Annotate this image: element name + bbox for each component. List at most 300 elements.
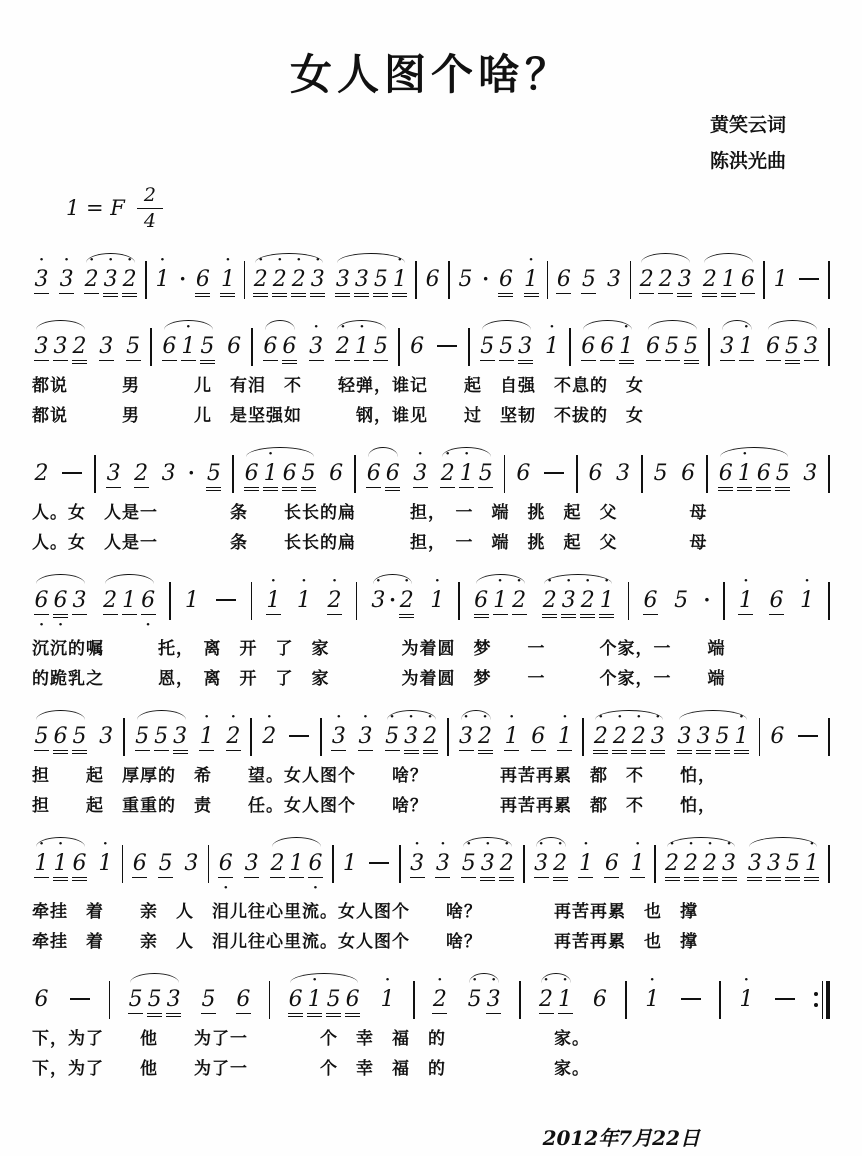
- note-digit: 3: [650, 723, 665, 749]
- high-octave-dot: •: [743, 574, 748, 587]
- note: [738, 257, 757, 301]
- barline: [415, 261, 417, 299]
- note: [397, 574, 416, 622]
- note: [242, 451, 261, 495]
- barline: [356, 582, 358, 620]
- beam-lines: [604, 877, 619, 885]
- thin-barline: [822, 981, 824, 1019]
- barline: [719, 981, 721, 1019]
- high-octave-dot: •: [464, 448, 469, 461]
- beam-lines: [681, 487, 696, 495]
- note-digit: 2: [684, 850, 699, 876]
- note: [497, 837, 516, 885]
- note-digit: 3: [435, 850, 450, 876]
- beam-lines: [478, 750, 493, 758]
- note: [457, 448, 476, 495]
- note-digit: 1: [544, 334, 559, 360]
- note-digit: 3: [173, 723, 188, 749]
- beam-lines: [645, 1013, 660, 1021]
- note: [333, 257, 352, 301]
- slur-group: [700, 257, 757, 301]
- barline: [828, 328, 830, 366]
- note: [270, 254, 289, 301]
- note-digit: 6: [770, 723, 785, 749]
- beam-lines: [432, 1013, 447, 1021]
- high-octave-dot: •: [708, 837, 712, 850]
- note: [126, 977, 145, 1021]
- note: [672, 578, 691, 622]
- note-digit: 3: [486, 986, 501, 1012]
- beam-lines: [366, 487, 381, 495]
- note: [340, 841, 359, 885]
- beam-lines: [199, 750, 214, 758]
- barline: [828, 718, 830, 756]
- note-digit: 6: [366, 461, 381, 487]
- beam-lines: [425, 293, 440, 301]
- high-octave-dot: •: [268, 448, 273, 461]
- high-octave-dot: •: [277, 254, 282, 267]
- barline: [828, 455, 830, 493]
- barline: [208, 845, 210, 883]
- beam-lines: [410, 360, 425, 368]
- note-digit: 1: [738, 587, 753, 613]
- note-digit: 5: [785, 334, 800, 360]
- note-digit: 3: [72, 587, 87, 613]
- note-digit: 1: [266, 587, 281, 613]
- beam-lines: [195, 293, 210, 301]
- beam-lines: [380, 1013, 395, 1021]
- note: [459, 837, 478, 885]
- slur-group: [126, 977, 183, 1021]
- high-octave-dot: •: [103, 837, 108, 850]
- note: [701, 837, 720, 885]
- beam-lines: [103, 614, 118, 622]
- barline: [519, 981, 521, 1019]
- beam-lines: [200, 360, 215, 368]
- note-digit: 5: [461, 850, 476, 876]
- beam-lines: [606, 293, 621, 301]
- note-digit: 3: [184, 850, 199, 876]
- note-digit: 3: [803, 461, 818, 487]
- note-digit: 6: [162, 334, 177, 360]
- note-digit: 6: [740, 267, 755, 293]
- note: [152, 714, 171, 758]
- beam-lines: [309, 360, 324, 368]
- slur-group: [333, 254, 409, 301]
- lyric-line: 担 起 厚厚的 希 望。女人图个 啥？ 再苦再累 都 不 怕，: [32, 765, 716, 785]
- beam-lines: [785, 877, 800, 885]
- beam-lines: [612, 750, 627, 758]
- note: [732, 710, 751, 758]
- note: [216, 841, 235, 894]
- note-digit: 2: [270, 850, 285, 876]
- note: [182, 578, 201, 622]
- note-digit: 2: [72, 334, 87, 360]
- time-signature: [137, 183, 163, 232]
- music-system-1: [32, 254, 830, 301]
- note: [783, 324, 802, 368]
- slur-group: [364, 451, 402, 495]
- note: [510, 574, 529, 622]
- augmentation-dot: ·: [187, 460, 195, 486]
- beam-lines: [385, 487, 400, 495]
- note: [261, 324, 280, 368]
- note-digit: 6: [141, 587, 156, 613]
- note-digit: 1: [739, 986, 754, 1012]
- note-digit: 3: [561, 587, 576, 613]
- barline: [232, 455, 234, 493]
- beam-lines: [99, 750, 114, 758]
- barline: [399, 845, 401, 883]
- note-digit: 2: [703, 850, 718, 876]
- beam-lines: [335, 360, 350, 368]
- note-digit: 5: [326, 986, 341, 1012]
- note-digit: 1: [289, 850, 304, 876]
- high-octave-dot: •: [428, 710, 432, 723]
- note: [457, 710, 476, 758]
- note: [651, 451, 670, 495]
- note: [516, 324, 535, 368]
- slur-group: [540, 574, 616, 622]
- beam-lines: [459, 750, 474, 758]
- barline: [320, 718, 322, 756]
- note: [456, 257, 475, 301]
- note-digit: 5: [467, 986, 482, 1012]
- high-octave-dot: •: [58, 837, 63, 850]
- slur-group: [251, 254, 327, 301]
- duration-dash: [369, 862, 389, 864]
- slur-group: [32, 837, 89, 885]
- note: [798, 574, 817, 622]
- beam-lines: [561, 614, 576, 622]
- note-digit: 3: [166, 986, 181, 1012]
- note: [251, 254, 270, 301]
- beam-lines: [98, 877, 113, 885]
- beam-lines: [504, 750, 519, 758]
- note: [264, 574, 283, 622]
- slur-group: [637, 257, 694, 301]
- beam-lines: [658, 293, 673, 301]
- note-digit: 3: [534, 850, 549, 876]
- note: [369, 574, 388, 622]
- note: [764, 324, 783, 368]
- note: [204, 451, 223, 495]
- note-digit: 1: [354, 334, 369, 360]
- note-digit: 1: [98, 850, 113, 876]
- slur-group: [459, 837, 516, 885]
- beam-lines: [498, 293, 513, 301]
- note: [179, 321, 198, 368]
- note: [478, 324, 497, 368]
- note: [225, 324, 244, 368]
- note-digit: 3: [459, 723, 473, 749]
- note-digit: 2: [478, 723, 492, 749]
- beam-lines: [703, 877, 718, 885]
- music-line: [32, 973, 830, 1021]
- high-octave-dot: •: [617, 710, 622, 723]
- note-digit: 2: [593, 723, 608, 749]
- beam-lines: [785, 360, 800, 368]
- note-digit: 5: [147, 986, 162, 1012]
- note-digit: 1: [524, 267, 538, 293]
- beam-lines: [53, 750, 68, 758]
- beam-lines: [34, 487, 49, 495]
- beam-lines: [301, 487, 316, 495]
- slur-group: [242, 448, 318, 495]
- barline: [354, 455, 356, 493]
- note-digit: 3: [103, 267, 118, 293]
- note-digit: 3: [606, 267, 621, 293]
- beam-lines: [220, 293, 235, 301]
- beam-lines: [775, 487, 790, 495]
- beam-lines: [410, 877, 425, 885]
- beam-lines: [493, 614, 508, 622]
- note-digit: 1: [459, 461, 474, 487]
- note: [768, 714, 787, 758]
- high-octave-dot: •: [204, 710, 209, 723]
- note-digit: 6: [604, 850, 619, 876]
- note-digit: 5: [373, 334, 388, 360]
- music-system-4: [32, 574, 830, 691]
- note-digit: 5: [72, 723, 87, 749]
- slur-group: [32, 578, 89, 631]
- beam-lines: [155, 293, 170, 301]
- high-octave-dot: •: [472, 973, 477, 986]
- note-digit: 1: [557, 723, 572, 749]
- note: [104, 451, 123, 495]
- repeat-dots: [814, 992, 818, 1007]
- note-digit: 3: [720, 334, 735, 360]
- beam-lines: [173, 750, 188, 758]
- note-digit: 2: [134, 461, 149, 487]
- note: [130, 841, 149, 885]
- beam-lines: [650, 750, 665, 758]
- note-digit: 6: [132, 850, 147, 876]
- barline: [332, 845, 334, 883]
- note-digit: 3: [404, 723, 419, 749]
- music-system-2: [32, 321, 830, 428]
- duration-dash: [289, 735, 309, 737]
- high-octave-dot: •: [650, 973, 655, 986]
- low-octave-dot: •: [146, 618, 150, 631]
- barline: [708, 328, 710, 366]
- high-octave-dot: •: [547, 574, 552, 587]
- note: [745, 841, 764, 885]
- note-digit: 3: [480, 850, 495, 876]
- beam-lines: [307, 1013, 322, 1021]
- beam-lines: [599, 614, 614, 622]
- beam-lines: [643, 614, 658, 622]
- beam-lines: [499, 360, 514, 368]
- note-digit: 5: [715, 723, 730, 749]
- note: [610, 710, 629, 758]
- augmentation-dot: ·: [388, 586, 397, 612]
- note: [299, 451, 318, 495]
- beam-lines: [677, 750, 692, 758]
- beam-lines: [244, 877, 259, 885]
- music-line: [32, 448, 830, 495]
- barline: [109, 981, 111, 1019]
- low-octave-dot: •: [39, 618, 44, 631]
- time-signature-numerator: 2: [137, 186, 163, 209]
- barline: [269, 981, 271, 1019]
- high-octave-dot: •: [598, 710, 603, 723]
- beam-lines: [721, 293, 736, 301]
- note-digit: 2: [639, 267, 654, 293]
- note: [96, 837, 115, 885]
- note: [171, 714, 190, 758]
- note-digit: 6: [681, 461, 696, 487]
- note: [478, 837, 497, 885]
- note-digit: 2: [423, 723, 438, 749]
- barline: [398, 328, 400, 366]
- note: [421, 710, 440, 758]
- beam-lines: [342, 877, 357, 885]
- note-digit: 3: [99, 334, 114, 360]
- barline: [547, 261, 549, 299]
- note: [307, 321, 326, 368]
- slur-group: [369, 574, 416, 622]
- note: [124, 324, 143, 368]
- beam-lines: [512, 614, 527, 622]
- note-digit: 1: [199, 723, 214, 749]
- barline: [706, 455, 708, 493]
- note: [32, 254, 51, 301]
- duration-dash: [544, 472, 564, 474]
- note: [408, 324, 427, 368]
- barline: [250, 718, 252, 756]
- note-digit: 5: [158, 850, 173, 876]
- note-digit: 5: [201, 986, 216, 1012]
- high-octave-dot: •: [539, 837, 544, 850]
- note: [383, 710, 402, 758]
- note-digit: 3: [371, 587, 386, 613]
- note-digit: 1: [53, 850, 68, 876]
- note: [496, 257, 515, 301]
- beam-lines: [766, 877, 781, 885]
- note-digit: 1: [645, 986, 660, 1012]
- note-digit: 1: [630, 850, 645, 876]
- low-octave-dot: •: [58, 618, 63, 631]
- beam-lines: [291, 293, 306, 301]
- high-octave-dot: •: [550, 321, 554, 334]
- note-digit: 5: [154, 723, 169, 749]
- beam-lines: [103, 293, 118, 301]
- note: [364, 451, 383, 495]
- slur-group: [716, 448, 792, 495]
- beam-lines: [646, 360, 661, 368]
- beam-lines: [206, 487, 221, 495]
- slur-group: [286, 973, 362, 1021]
- barline: [468, 328, 470, 366]
- lyric-line: 下，为了 他 为了一 个 幸 福 的 家。: [32, 1058, 590, 1078]
- note: [559, 574, 578, 622]
- note-digit: 6: [581, 334, 596, 360]
- note-digit: 1: [263, 461, 278, 487]
- slur-group: [591, 710, 667, 758]
- note: [682, 324, 701, 368]
- beam-lines: [327, 614, 342, 622]
- beam-lines: [440, 487, 455, 495]
- barline: [828, 845, 830, 883]
- note-digit: 1: [296, 587, 311, 613]
- note-digit: 2: [226, 723, 241, 749]
- high-octave-dot: •: [315, 254, 320, 267]
- high-octave-dot: •: [231, 710, 236, 723]
- note-digit: 3: [53, 334, 68, 360]
- high-octave-dot: •: [89, 254, 94, 267]
- note-digit: 5: [135, 723, 150, 749]
- beam-lines: [326, 1013, 341, 1021]
- beam-lines: [162, 360, 177, 368]
- high-octave-dot: •: [509, 710, 514, 723]
- note: [97, 714, 116, 758]
- note: [305, 973, 324, 1021]
- beam-lines: [72, 750, 87, 758]
- beam-lines: [435, 877, 450, 885]
- high-octave-dot: •: [445, 448, 450, 461]
- beam-lines: [556, 293, 571, 301]
- note-digit: 3: [310, 267, 325, 293]
- note: [280, 451, 299, 495]
- note-digit: 1: [155, 267, 170, 293]
- note-digit: 5: [775, 461, 790, 487]
- note-digit: 1: [721, 267, 736, 293]
- beam-lines: [288, 1013, 303, 1021]
- note: [329, 710, 348, 758]
- note: [159, 451, 178, 495]
- note-digit: 1: [493, 587, 508, 613]
- beam-lines: [461, 877, 476, 885]
- lyric-line: 牵挂 着 亲 人 泪儿往心里流。女人图个 啥？ 再苦再累 也 撑: [32, 931, 698, 951]
- barline: [763, 261, 765, 299]
- note-digit: 2: [122, 267, 137, 293]
- note: [218, 254, 237, 301]
- note: [529, 714, 548, 758]
- beam-lines: [392, 293, 407, 301]
- high-octave-dot: •: [64, 254, 69, 267]
- lyric-line: 的跪乳之 恩， 离 开 了 家 为着圆 梦 一 个家，一 端: [32, 668, 726, 688]
- note: [554, 257, 573, 301]
- barline: [654, 845, 656, 883]
- beam-lines: [800, 614, 815, 622]
- note-digit: 1: [184, 587, 199, 613]
- high-octave-dot: •: [409, 710, 413, 723]
- beam-lines: [578, 877, 593, 885]
- note-digit: 2: [658, 267, 673, 293]
- beam-lines: [53, 877, 68, 885]
- beam-lines: [253, 293, 268, 301]
- note: [754, 451, 773, 495]
- note: [700, 257, 719, 301]
- note-digit: 1: [578, 850, 593, 876]
- beam-lines: [580, 614, 595, 622]
- beam-lines: [282, 360, 297, 368]
- beam-lines: [639, 293, 654, 301]
- beam-lines: [544, 360, 559, 368]
- beam-lines: [227, 360, 242, 368]
- note: [430, 973, 449, 1021]
- note: [491, 574, 510, 622]
- composer-credit: 陈洪光曲: [709, 151, 786, 173]
- note-digit: 5: [385, 723, 400, 749]
- note-digit: 3: [331, 723, 346, 749]
- high-octave-dot: •: [655, 710, 660, 723]
- note: [682, 837, 701, 885]
- beam-lines: [702, 293, 717, 301]
- barline: [458, 582, 460, 620]
- note: [198, 324, 217, 368]
